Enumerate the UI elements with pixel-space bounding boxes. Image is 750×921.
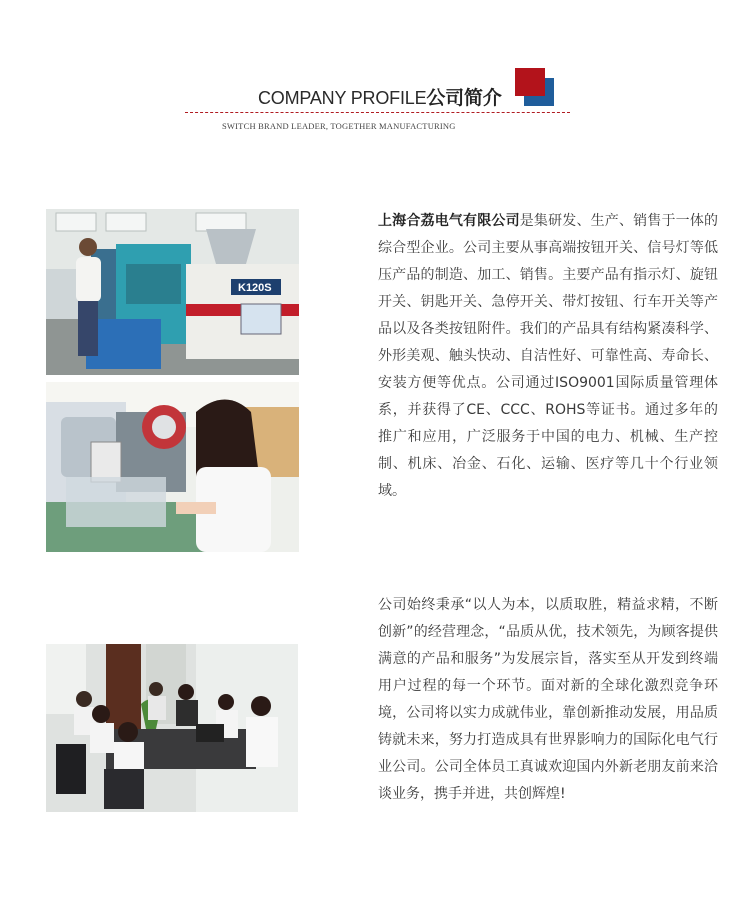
company-philosophy-paragraph: 公司始终秉承“以人为本，以质取胜，精益求精，不断创新”的经营理念，“品质从优，技术领先，为顾客提供满意的产品和服务”为发展宗旨，落实至从开发到终端用户过程的每一个环节。面对新的全球化激烈竞争环境，公司将以实力成就伟业，靠创新推动发展，用品质铸就未来，努力打造成具有世界影响力的国际化电气行业公司。公司全体员工真诚欢迎国内外新老朋友前来洽谈业务，携手并进，共创辉煌!	[378, 597, 718, 802]
company-intro-text: 是集研发、生产、销售于一体的综合型企业。公司主要从事高端按钮开关、信号灯等低压产品的制造、加工、销售。主要产品有指示灯、旋钮开关、钥匙开关、急停开关、带灯按钮、行车开关等产品以及各类按钮附件。我们的产品具有结构紧凑科学、外形美观、触头快动、自洁性好、可靠性高、寿命长、安装方便等优点。公司通过ISO9001国际质量管理体系，并获得了CE、CCC、ROHS等证书。通过多年的推广和应用，广泛服务于中国的电力、机械、生产控制、机床、冶金、石化、运输、医疗等几十个行业领域。	[378, 213, 719, 499]
workshop-machine-photo	[46, 209, 299, 375]
decorative-red-square	[515, 68, 545, 96]
machine-model-label: K120S	[238, 282, 272, 294]
page-header	[0, 0, 750, 150]
dashed-divider	[185, 112, 570, 113]
company-intro-paragraph	[378, 208, 718, 505]
title-chinese: 公司简介	[426, 87, 502, 109]
page-title	[258, 83, 502, 110]
assembly-worker-photo	[46, 382, 299, 552]
page-subtitle: SWITCH BRAND LEADER, TOGETHER MANUFACTURING	[222, 121, 456, 131]
team-meeting-photo	[46, 644, 298, 812]
title-english: COMPANY PROFILE	[258, 88, 427, 108]
company-name: 上海合荔电气有限公司	[378, 213, 520, 229]
